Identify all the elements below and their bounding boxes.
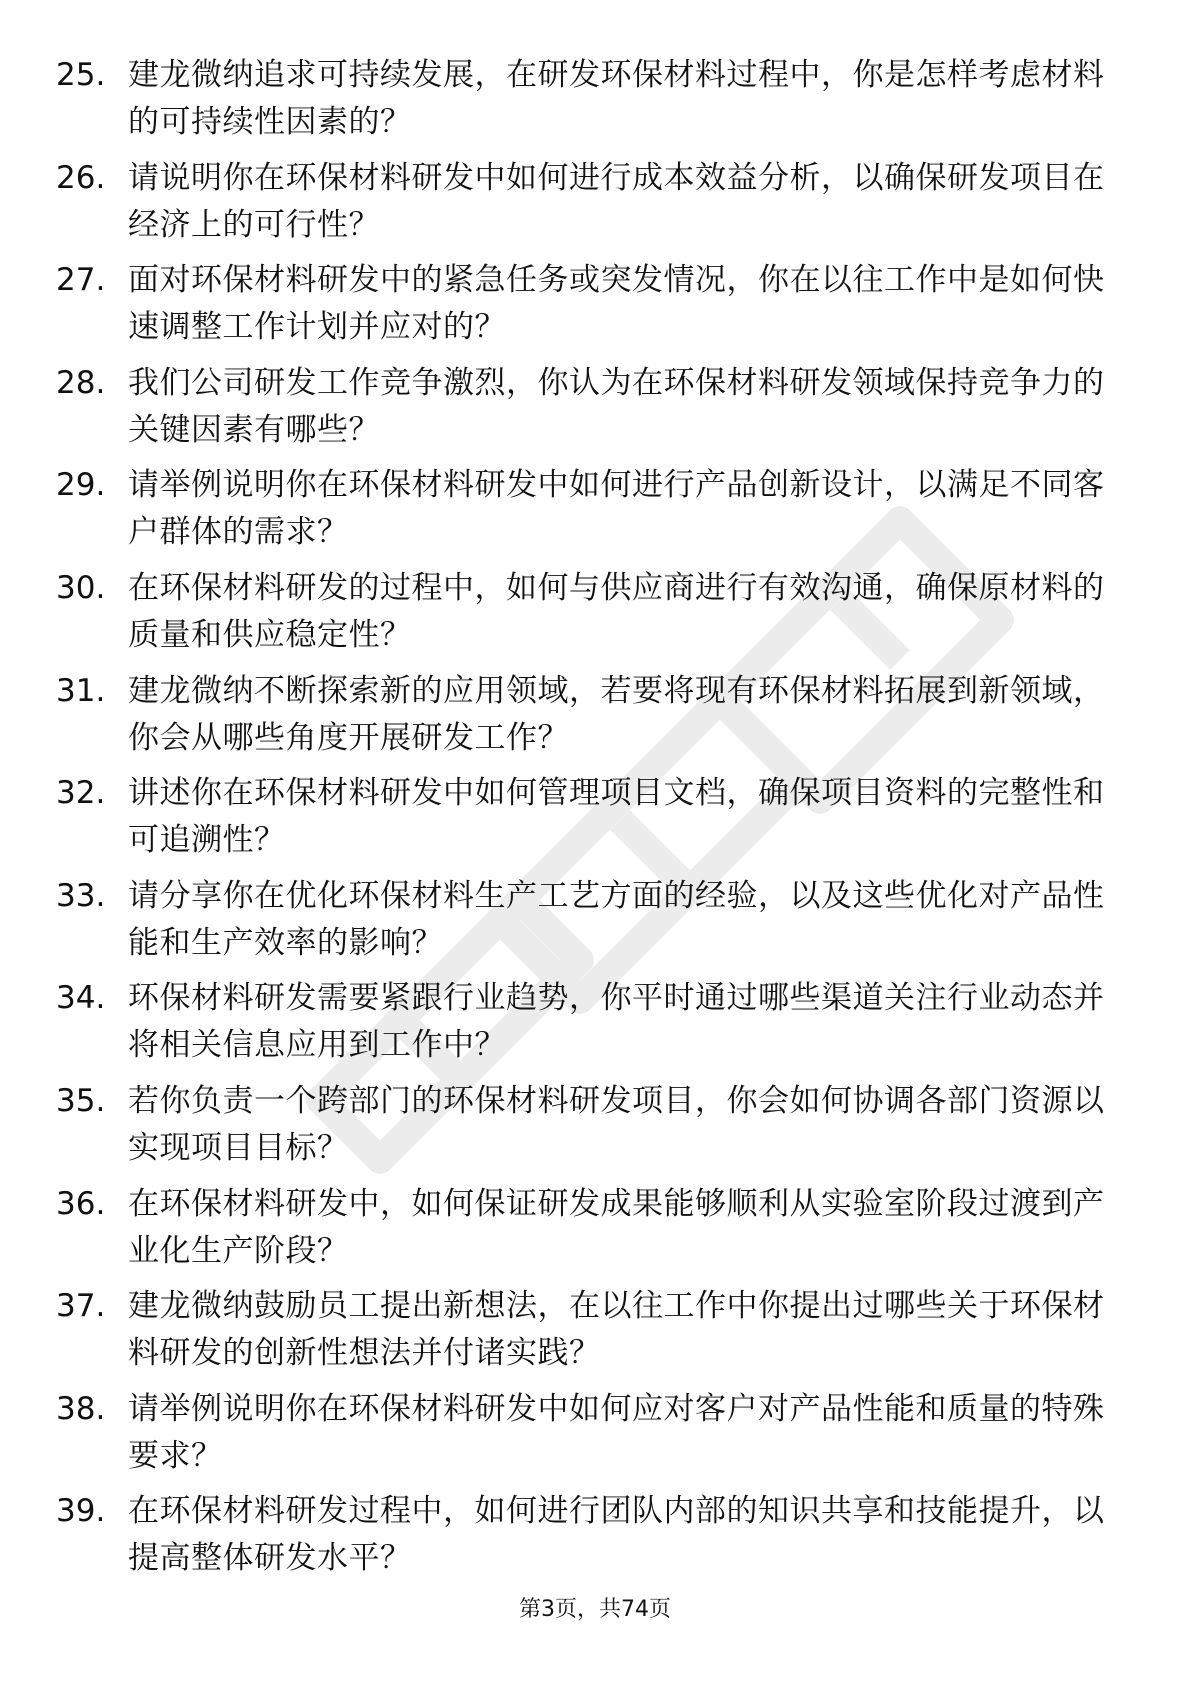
question-item — [56, 770, 1106, 873]
question-number: 36. — [56, 1185, 106, 1222]
question-text: 我们公司研发工作竞争激烈，你认为在环保材料研发领域保持竞争力的关键因素有哪些？ — [128, 364, 1105, 448]
question-item — [56, 155, 1106, 258]
question-number: 26. — [56, 159, 106, 196]
question-number: 32. — [56, 775, 106, 812]
question-number: 27. — [56, 262, 106, 299]
question-number: 31. — [56, 672, 106, 709]
question-item — [56, 975, 1106, 1078]
question-number: 35. — [56, 1082, 106, 1119]
question-item — [56, 462, 1106, 565]
question-item — [56, 1283, 1106, 1386]
question-text: 讲述你在环保材料研发中如何管理项目文档，确保项目资料的完整性和可追溯性？ — [128, 775, 1105, 859]
question-item — [56, 565, 1106, 668]
question-text: 请举例说明你在环保材料研发中如何进行产品创新设计，以满足不同客户群体的需求？ — [128, 467, 1105, 551]
question-item — [56, 873, 1106, 976]
question-text: 请分享你在优化环保材料生产工艺方面的经验，以及这些优化对产品性能和生产效率的影响？ — [128, 877, 1105, 961]
question-item — [56, 1078, 1106, 1181]
question-number: 25. — [56, 57, 106, 93]
question-number: 29. — [56, 467, 106, 504]
question-item — [56, 360, 1106, 463]
question-text: 建龙微纳鼓励员工提出新想法，在以往工作中你提出过哪些关于环保材料研发的创新性想法并付诸实践？ — [128, 1288, 1105, 1372]
question-text: 若你负责一个跨部门的环保材料研发项目，你会如何协调各部门资源以实现项目目标？ — [128, 1082, 1105, 1166]
question-item — [56, 1181, 1106, 1284]
question-number: 37. — [56, 1288, 106, 1325]
question-item — [56, 1488, 1106, 1591]
question-text: 在环保材料研发中，如何保证研发成果能够顺利从实验室阶段过渡到产业化生产阶段？ — [128, 1185, 1105, 1269]
question-text: 在环保材料研发的过程中，如何与供应商进行有效沟通，确保原材料的质量和供应稳定性？ — [128, 569, 1105, 653]
page-footer: 第3页，共74页 — [519, 1597, 671, 1622]
question-item — [56, 668, 1106, 771]
question-text: 面对环保材料研发中的紧急任务或突发情况，你在以往工作中是如何快速调整工作计划并应对的？ — [128, 262, 1105, 346]
question-number: 39. — [56, 1493, 106, 1530]
question-text: 请说明你在环保材料研发中如何进行成本效益分析，以确保研发项目在经济上的可行性？ — [128, 159, 1105, 243]
question-item — [56, 52, 1106, 155]
question-text: 环保材料研发需要紧跟行业趋势，你平时通过哪些渠道关注行业动态并将相关信息应用到工作中？ — [128, 980, 1105, 1064]
question-text: 建龙微纳追求可持续发展，在研发环保材料过程中，你是怎样考虑材料的可持续性因素的？ — [128, 57, 1105, 140]
question-number: 28. — [56, 364, 106, 401]
question-item — [56, 1386, 1106, 1489]
question-number: 30. — [56, 569, 106, 606]
question-number: 38. — [56, 1390, 106, 1427]
question-text: 请举例说明你在环保材料研发中如何应对客户对产品性能和质量的特殊要求？ — [128, 1390, 1105, 1474]
question-list — [56, 52, 1106, 1591]
question-number: 33. — [56, 877, 106, 914]
question-number: 34. — [56, 980, 106, 1017]
question-item — [56, 257, 1106, 360]
question-text: 在环保材料研发过程中，如何进行团队内部的知识共享和技能提升，以提高整体研发水平？ — [128, 1493, 1105, 1577]
question-text: 建龙微纳不断探索新的应用领域，若要将现有环保材料拓展到新领域，你会从哪些角度开展研发工作？ — [128, 672, 1105, 756]
